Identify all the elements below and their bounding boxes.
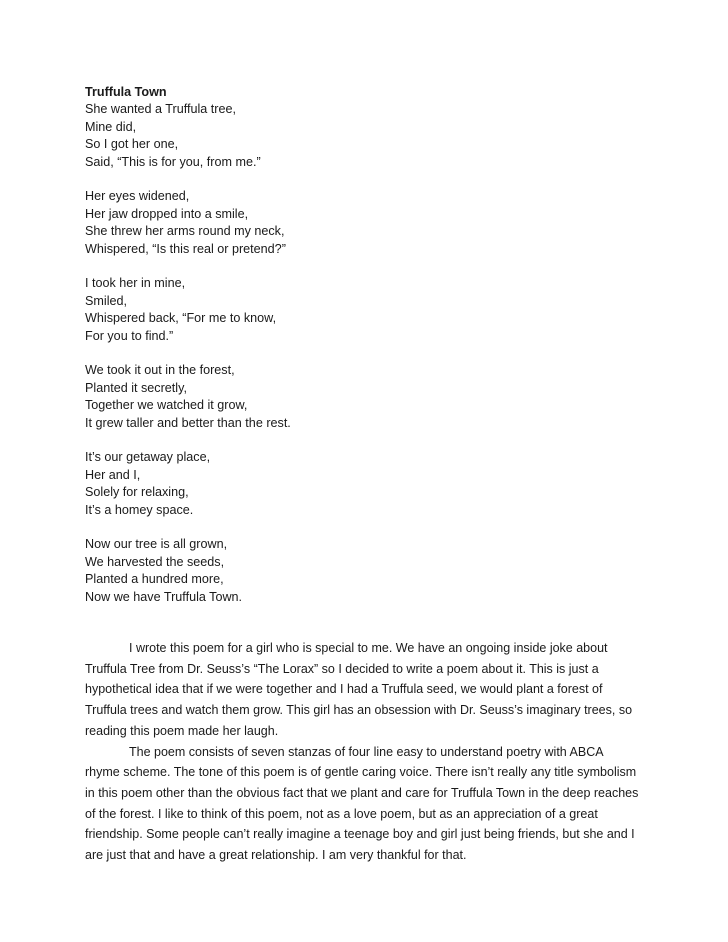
poem (85, 84, 645, 606)
poem-line: Mine did, (85, 119, 137, 134)
poem-line: It’s our getaway place, (85, 450, 211, 465)
stanza-6 (85, 536, 645, 606)
stanza-4 (85, 362, 645, 432)
poem-line: Her and I, (85, 467, 141, 482)
poem-line: We took it out in the forest, (85, 363, 235, 378)
poem-line: She wanted a Truffula tree, (85, 102, 236, 117)
poem-line: Together we watched it grow, (85, 398, 248, 413)
poem-title: Truffula Town (85, 85, 167, 99)
stanza-1 (85, 101, 645, 171)
poem-line: She threw her arms round my neck, (85, 224, 285, 239)
poem-line: Now our tree is all grown, (85, 537, 228, 552)
stanza-3 (85, 275, 645, 345)
stanza-2 (85, 188, 645, 258)
commentary-paragraph-2: The poem consists of seven stanzas of four line easy to understand poetry with ABCA rhyme scheme. The tone of this poem is of gentle caring voice. There isn’t really any title symbolism in this poem other than the obvious fact that we plant and care for Truffula Town in the deep reaches of the forest. I like to think of this poem, not as a love poem, but as an appreciation of a great friendship. Some people can’t really imagine a teenage boy and girl just being friends, but she and I are just that and have a great relationship. I am very thankful for that. (85, 744, 639, 863)
commentary-paragraph-1: I wrote this poem for a girl who is special to me. We have an ongoing inside joke about Truffula Tree from Dr. Seuss’s “The Lorax” so I decided to write a poem about it. This is just a hypothetical idea that if we were together and I had a Truffula seed, we would plant a forest of Truffula trees and watch them grow. This girl has an obsession with Dr. Seuss’s imaginary trees, so reading this poem made her laugh. (85, 641, 633, 738)
poem-line: Smiled, (85, 293, 127, 308)
poem-line: Solely for relaxing, (85, 485, 189, 500)
poem-line: Her eyes widened, (85, 189, 190, 204)
poem-line: So I got her one, (85, 137, 179, 152)
poem-line: Whispered, “Is this real or pretend?” (85, 241, 286, 256)
poem-line: It grew taller and better than the rest. (85, 415, 291, 430)
poem-line: Whispered back, “For me to know, (85, 311, 277, 326)
commentary (85, 638, 641, 866)
stanza-5 (85, 449, 645, 519)
poem-line: I took her in mine, (85, 276, 186, 291)
poem-line: Planted it secretly, (85, 380, 187, 395)
poem-line: It’s a homey space. (85, 502, 194, 517)
poem-line: We harvested the seeds, (85, 554, 225, 569)
poem-line: Said, “This is for you, from me.” (85, 154, 261, 169)
poem-line: Her jaw dropped into a smile, (85, 206, 249, 221)
poem-line: For you to find.” (85, 328, 174, 343)
poem-line: Now we have Truffula Town. (85, 589, 243, 604)
poem-line: Planted a hundred more, (85, 572, 224, 587)
